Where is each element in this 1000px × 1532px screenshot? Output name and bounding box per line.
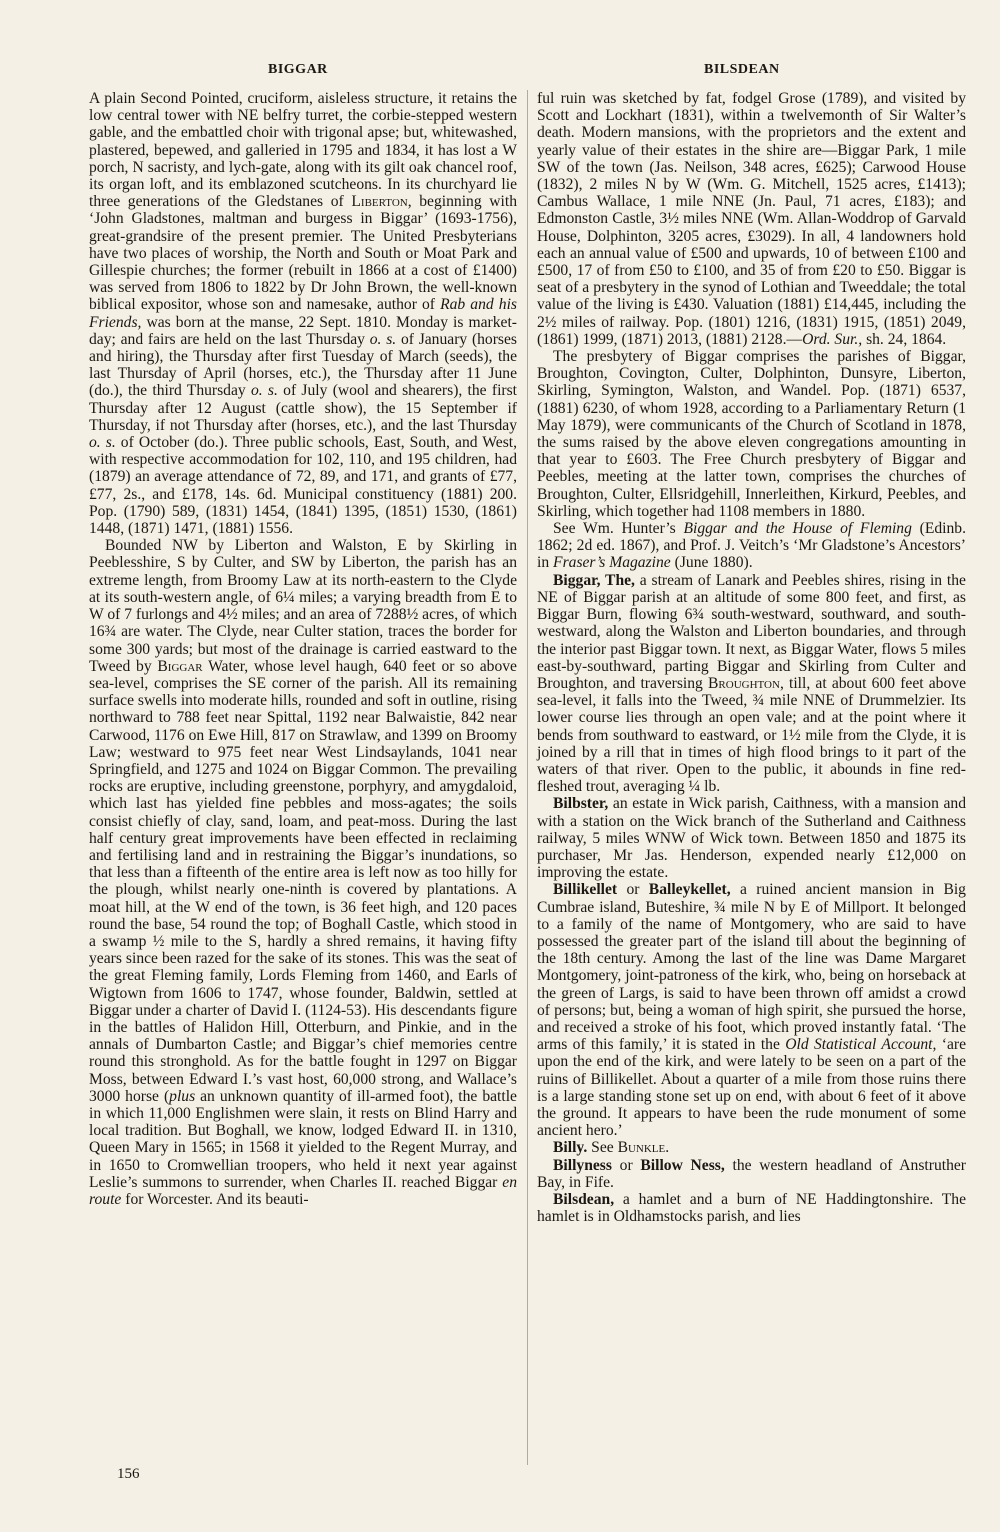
entry-billy: Billy. See Bunkle. xyxy=(553,1139,670,1157)
right-column xyxy=(537,90,966,1225)
entry-bilbster: Bilbster, an estate in Wick parish, Caithness, with a mansion and with a station on the Wick branch of the Sutherland and Caithness railway, 5 miles WNW of Wick town. Between 1850 and 1875 its purchaser, Mr Jas. Henderson, expended nearly £12,000 on improving the estate. xyxy=(537,795,966,882)
entry-biggar-the: Biggar, The, a stream of Lanark and Peebles shires, rising in the NE of Biggar parish at an altitude of some 800 feet, and first, as Biggar Burn, flowing 6¾ south-westward, southward, and south-westward, along the Walston and Liberton boundaries, and through the interior past Biggar town. It next, as Biggar Water, flows 5 miles east-by-southward, parting Biggar and Skirling from Culter and Broughton, and traversing Broughton, till, at about 600 feet above sea-level, it falls into the Tweed, ¾ mile NNE of Drummelzier. Its lower course lies through an open vale; and at the point where it bends from southward to eastward, or 1½ mile from the Clyde, it is joined by a rill that in times of high flood brings to it part of the waters of that river. Open to the public, it abounds in fine red-fleshed trout, averaging ¼ lb. xyxy=(537,571,966,796)
running-header-right: BILSDEAN xyxy=(704,62,780,77)
paragraph-presbytery: The presbytery of Biggar comprises the parishes of Biggar, Broughton, Covington, Culter, Dolphinton, Dunsyre, Liberton, Skirling, Symington, Walston, and Wandel. Pop. (1871) 6537, (1881) 6230, of whom 1928, according to a Parliamentary Return (1 May 1879), were communicants of the Church of Scotland in 1878, the sums raised by the above eleven congregations amounting in that year to £603. The Free Church presbytery of Biggar and Peebles, meeting at the latter town, comprises the churches of Broughton, Culter, Ellsridgehill, Innerleithen, Kirkurd, Peebles, and Skirling, which together had 1108 members in 1880. xyxy=(537,348,966,520)
column-divider xyxy=(527,90,528,1465)
entry-headword: Billyness xyxy=(553,1156,612,1174)
paragraph-biggar-parish: Bounded NW by Liberton and Walston, E by Skirling in Peeblesshire, S by Culter, and SW by Liberton, the parish has an extreme length, from Broomy Law at its north-eastern to the Clyde at its south-western angle, of 6¼ miles; a varying breadth from E to W of 7 furlongs and 4½ miles; and an area of 7288½ acres, of which 16¾ are water. The Clyde, near Culter station, traces the border for some 300 yards; but most of the drainage is carried eastward to the Tweed by Biggar Water, whose level haugh, 640 feet or so above sea-level, comprises the SE corner of the parish. All its remaining surface swells into moderate hills, rounded and soft in outline, rising northward to 788 feet near Spittal, 1192 near Balwaistie, 842 near Carwood, 1176 on Ewe Hill, 817 on Strawlaw, and 1399 on Broomy Law; westward to 975 feet near West Lindsaylands, 1041 near Springfield, and 1275 and 1024 on Biggar Common. The prevailing rocks are eruptive, including greenstone, porphyry, and amygdaloid, which last has yielded fine pebbles and moss-agates; the soils consist chiefly of clay, sand, loam, and peat-moss. During the last half century great improvements have been effected in reclaiming and fertilising land and in restraining the Biggar’s inundations, so that less than a fifteenth of the entire area is left now as too hilly for the plough, whilst nearly one-ninth is covered by plantations. A moat hill, at the W end of the town, is 36 feet high, and 120 paces round the base, 54 round the top; of Boghall Castle, which stood in a swamp ½ mile to the S, hardly a shred remains, it having fifty years since been razed for the sake of its stones. This was the seat of the great Fleming family, Lords Fleming from 1460, and Earls of Wigtown from 1606 to 1747, whose founder, Baldwin, settled at Biggar under a charter of David I. (1124-53). His descendants figure in the battles of Halidon Hill, Otterburn, and Pinkie, and in the annals of Dumbarton Castle; and Biggar’s chief memories centre round this stronghold. As for the battle fought in 1297 on Biggar Moss, between Edward I.’s vast host, 60,000 strong, and Wallace’s 3000 horse (plus an unknown quantity of ill-armed foot), the battle in which 11,000 Englishmen were slain, it rests on Blind Harry and local tradition. But Boghall, we know, lodged Edward II. in 1310, Queen Mary in 1565; in 1568 it yielded to the Regent Murray, and in 1650 to Cromwellian troopers, who held it next year against Leslie’s summons to surrender, when Charles II. reached Biggar en route for Worcester. And its beauti- xyxy=(89,537,517,1208)
entry-billyness: Billyness or Billow Ness, the western headland of Anstruther Bay, in Fife. xyxy=(537,1156,966,1191)
page-number: 156 xyxy=(117,1466,140,1482)
left-column xyxy=(89,90,517,1208)
entry-headword: Biggar, The, xyxy=(553,571,635,589)
paragraph-biggar-church: A plain Second Pointed, cruciform, aisleless structure, it retains the low central tower with NE belfry turret, the corbie-stepped western gable, and the embattled choir with trigonal apse; but, whitewashed, plastered, bepewed, and galleried in 1795 and 1834, it has lost a W porch, N sacristy, and lych-gate, along with its gilt oak chancel roof, its organ loft, and its emblazoned scutcheons. In its churchyard lie three generations of the Gledstanes of Liberton, beginning with ‘John Gladstones, maltman and burgess in Biggar’ (1693-1756), great-grandsire of the present premier. The United Presbyterians have two places of worship, the North and South or Moat Park and Gillespie churches; the former (rebuilt in 1866 at a cost of £1400) was served from 1806 to 1822 by Dr John Brown, the well-known biblical expositor, whose son and namesake, author of Rab and his Friends, was born at the manse, 22 Sept. 1810. Monday is market-day; and fairs are held on the last Thursday o. s. of January (horses and hiring), the Thursday after first Tuesday of March (seeds), the last Thursday of April (horses, etc.), the Thursday after 11 June (do.), the third Thursday o. s. of July (wool and shearers), the first Thursday after 12 August (cattle show), the 15 September if Thursday, if not Thursday after (horses, etc.), and the last Thursday o. s. of October (do.). Three public schools, East, South, and West, with respective accommodation for 102, 110, and 195 children, had (1879) an average attendance of 72, 89, and 171, and grants of £77, £77, 2s., and £178, 14s. 6d. Municipal constituency (1881) 200. Pop. (1790) 589, (1831) 1454, (1841) 1395, (1851) 1530, (1861) 1448, (1871) 1471, (1881) 1556. xyxy=(89,90,517,538)
entry-billikellet: Billikellet or Balleykellet, a ruined ancient mansion in Big Cumbrae island, Buteshire, ¾ mile N by E of Millport. It belonged to a family of the name of Montgomery, who are said to have possessed the greater part of the island till about the beginning of the 18th century. Among the last of the line was Dame Margaret Montgomery, joint-patroness of the kirk, who, being on horseback at the green of Largs, is said to have been thrown off amidst a crowd of persons; but, being a woman of high spirit, she pursued the horse, and received a stroke of his foot, which proved instantly fatal. ‘The arms of this family,’ it is stated in the Old Statistical Account, ‘are upon the end of the kirk, and were lately to be seen on a part of the ruins of Billikellet. About a quarter of a mile from those ruins there is a large standing stone set up on end, with about 6 feet of it above the ground. It appears to have been the rude monument of some ancient hero.’ xyxy=(537,881,966,1140)
entry-headword: Billy. xyxy=(553,1139,588,1157)
paragraph-references: See Wm. Hunter’s Biggar and the House of Fleming (Edinb. 1862; 2d ed. 1867), and Prof. J. Veitch’s ‘Mr Gladstone’s Ancestors’ in Fraser’s Magazine (June 1880). xyxy=(537,520,966,572)
running-header-left: BIGGAR xyxy=(268,62,328,77)
entry-headword: Bilbster, xyxy=(553,795,609,813)
entry-headword: Bilsdean, xyxy=(553,1191,615,1208)
paragraph-biggar-continued: ful ruin was sketched by fat, fodgel Grose (1789), and visited by Scott and Lockhart (1831), within a twelvemonth of Sir Walter’s death. Modern mansions, with the proprietors and the extent and yearly value of their estates in the shire are—Biggar Park, 1 mile SW of the town (Jas. Neilson, 348 acres, £625); Carwood House (1832), 2 miles N by W (Wm. G. Mitchell, 1525 acres, £1413); Cambus Wallace, 1 mile NNE (Jn. Paul, 71 acres, £183); and Edmonston Castle, 3½ miles NNE (Wm. Allan-Woddrop of Garvald House, Dolphinton, 3205 acres, £3029). In all, 4 landowners hold each an annual value of £500 and upwards, 10 of between £100 and £500, 17 of from £50 to £100, and 35 of from £20 to £50. Biggar is seat of a presbytery in the synod of Lothian and Tweeddale; the total value of the living is £430. Valuation (1881) £14,445, including the 2½ miles of railway. Pop. (1801) 1216, (1831) 1915, (1851) 2049, (1861) 1999, (1871) 2013, (1881) 2128.—Ord. Sur., sh. 24, 1864. xyxy=(537,90,966,348)
entry-headword: Billikellet xyxy=(553,881,618,899)
entry-bilsdean: Bilsdean, a hamlet and a burn of NE Haddingtonshire. The hamlet is in Oldhamstocks parish, and lies xyxy=(537,1191,967,1226)
